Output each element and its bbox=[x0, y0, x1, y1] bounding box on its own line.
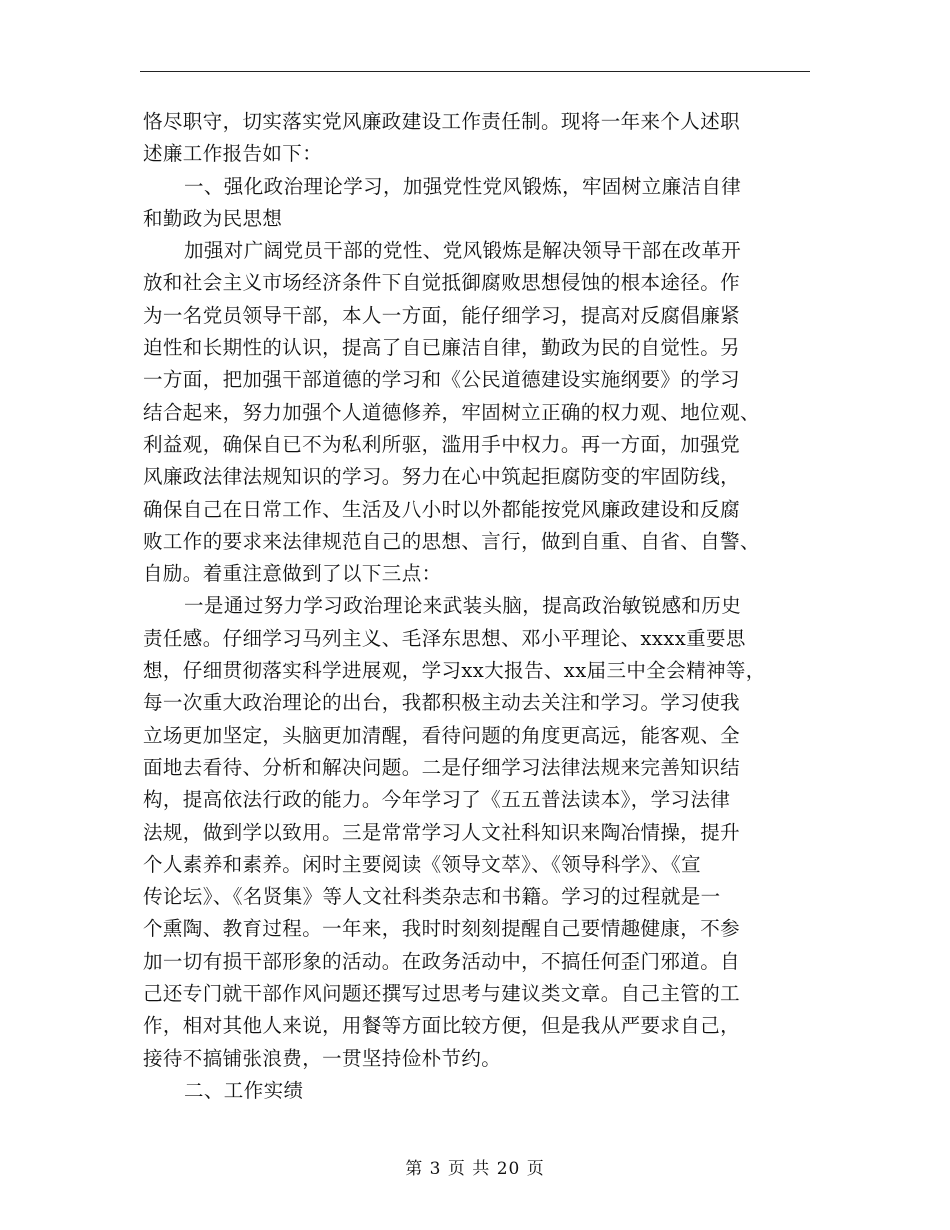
text-line: 每一次重大政治理论的出台，我都积极主动去关注和学习。学习使我 bbox=[143, 691, 741, 715]
text-line: 二、工作实绩 bbox=[184, 1078, 304, 1102]
text-line: 传论坛》、《名贤集》等人文社科类杂志和书籍。学习的过程就是一 bbox=[143, 885, 721, 909]
text-line: 放和社会主义市场经济条件下自觉抵御腐败思想侵蚀的根本途径。作 bbox=[143, 271, 741, 295]
page-footer: 第 3 页 共 20 页 bbox=[405, 1159, 545, 1179]
body-text bbox=[143, 106, 823, 1107]
text-line: 责任感。仔细学习马列主义、毛泽东思想、邓小平理论、xxxx重要思 bbox=[143, 626, 746, 650]
text-line: 想，仔细贯彻落实科学进展观，学习xx大报告、xx届三中全会精神等， bbox=[143, 659, 766, 683]
text-line: 立场更加坚定，头脑更加清醒，看待问题的角度更高远，能客观、全 bbox=[143, 723, 741, 747]
text-line: 己还专门就干部作风问题还撰写过思考与建议类文章。自己主管的工 bbox=[143, 982, 741, 1006]
text-line: 结合起来，努力加强个人道德修养，牢固树立正确的权力观、地位观、 bbox=[143, 400, 760, 424]
text-line: 风廉政法律法规知识的学习。努力在心中筑起拒腐防变的牢固防线， bbox=[143, 465, 741, 489]
text-line: 面地去看待、分析和解决问题。二是仔细学习法律法规来完善知识结 bbox=[143, 755, 741, 779]
text-line: 和勤政为民思想 bbox=[143, 206, 283, 230]
text-line: 一是通过努力学习政治理论来武装头脑，提高政治敏锐感和历史 bbox=[184, 594, 742, 618]
text-line: 作，相对其他人来说，用餐等方面比较方便，但是我从严要求自己， bbox=[143, 1014, 741, 1038]
text-line: 法规，做到学以致用。三是常常学习人文社科知识来陶冶情操，提升 bbox=[143, 820, 741, 844]
text-line: 构，提高依法行政的能力。今年学习了《五五普法读本》，学习法律 bbox=[143, 788, 731, 812]
text-line: 自励。着重注意做到了以下三点： bbox=[143, 562, 442, 586]
text-line: 迫性和长期性的认识，提高了自已廉洁自律，勤政为民的自觉性。另 bbox=[143, 336, 741, 360]
text-line: 一、强化政治理论学习，加强党性党风锻炼，牢固树立廉洁自律 bbox=[184, 174, 742, 198]
header-rule bbox=[140, 71, 810, 72]
text-line: 加强对广阔党员干部的党性、党风锻炼是解决领导干部在改革开 bbox=[184, 239, 742, 263]
text-line: 加一切有损干部形象的活动。在政务活动中，不搞任何歪门邪道。自 bbox=[143, 949, 741, 973]
text-line: 个熏陶、教育过程。一年来，我时时刻刻提醒自己要情趣健康，不参 bbox=[143, 917, 741, 941]
text-line: 败工作的要求来法律规范自己的思想、言行，做到自重、自省、自警、 bbox=[143, 529, 760, 553]
text-line: 个人素养和素养。闲时主要阅读《领导文萃》、《领导科学》、《宣 bbox=[143, 852, 702, 876]
text-line: 接待不搞铺张浪费，一贯坚持俭朴节约。 bbox=[143, 1046, 502, 1070]
text-line: 为一名党员领导干部，本人一方面，能仔细学习，提高对反腐倡廉紧 bbox=[143, 303, 741, 327]
text-line: 利益观，确保自已不为私利所驱，滥用手中权力。再一方面，加强党 bbox=[143, 432, 741, 456]
text-line: 述廉工作报告如下： bbox=[143, 142, 323, 166]
text-line: 恪尽职守，切实落实党风廉政建设工作责任制。现将一年来个人述职 bbox=[143, 110, 741, 133]
text-line: 一方面，把加强干部道德的学习和《公民道德建设实施纲要》的学习 bbox=[143, 368, 741, 392]
text-line: 确保自己在日常工作、生活及八小时以外都能按党风廉政建设和反腐 bbox=[143, 497, 741, 521]
